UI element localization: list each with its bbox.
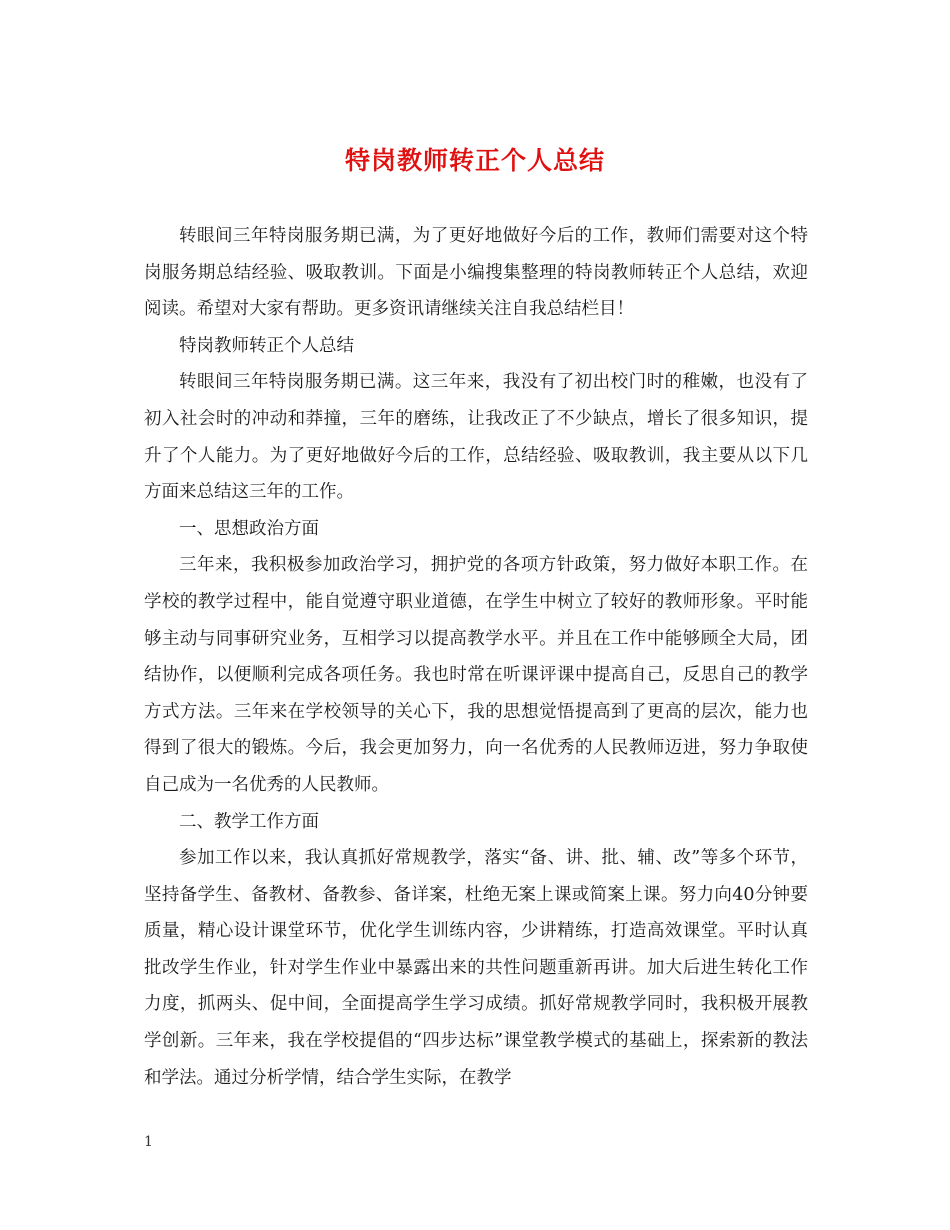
subtitle-paragraph: 特岗教师转正个人总结 [179, 335, 354, 356]
politics-paragraph: 三年来，我积极参加政治学习，拥护党的各项方针政策，努力做好本职工作。在学校的教学过程中，能自觉遵守职业道德，在学生中树立了较好的教师形象。平时能够主动与同事研究业务，互相学习以提高教学水平。并且在工作中能够顾全大局，团结协作，以便顺利完成各项任务。我也时常在听课评课中提高自己，反思自己的教学方式方法。三年来在学校领导的关心下，我的思想觉悟提高到了更高的层次，能力也得到了很大的锻炼。今后，我会更加努力，向一名优秀的人民教师迈进，努力争取使自己成为一名优秀的人民教师。 [144, 555, 808, 795]
document-body [144, 218, 808, 1096]
document-title: 特岗教师转正个人总结 [344, 146, 605, 175]
teaching-paragraph: 参加工作以来，我认真抓好常规教学，落实“备、讲、批、辅、改”等多个环节，坚持备学生、备教材、备教参、备详案，杜绝无案上课或简案上课。努力向40分钟要质量，精心设计课堂环节，优化学生训练内容，少讲精练，打造高效课堂。平时认真批改学生作业，针对学生作业中暴露出来的共性问题重新再讲。加大后进生转化工作力度，抓两头、促中间，全面提高学生学习成绩。抓好常规教学同时，我积极开展教学创新。三年来，我在学校提倡的“四步达标”课堂教学模式的基础上，探索新的教法和学法。通过分析学情，结合学生实际，在教学 [144, 848, 808, 1088]
intro-paragraph: 转眼间三年特岗服务期已满，为了更好地做好今后的工作，教师们需要对这个特岗服务期总结经验、吸取教训。下面是小编搜集整理的特岗教师转正个人总结，欢迎阅读。希望对大家有帮助。更多资讯请继续关注自我总结栏目！ [144, 226, 808, 320]
section-heading-politics: 一、思想政治方面 [179, 518, 319, 539]
opening-paragraph: 转眼间三年特岗服务期已满。这三年来，我没有了初出校门时的稚嫩，也没有了初入社会时的冲动和莽撞，三年的磨练，让我改正了不少缺点，增长了很多知识，提升了个人能力。为了更好地做好今后的工作，总结经验、吸取教训，我主要从以下几方面来总结这三年的工作。 [144, 372, 808, 503]
section-heading-teaching: 二、教学工作方面 [179, 811, 319, 832]
page-number: 1 [144, 1134, 153, 1150]
